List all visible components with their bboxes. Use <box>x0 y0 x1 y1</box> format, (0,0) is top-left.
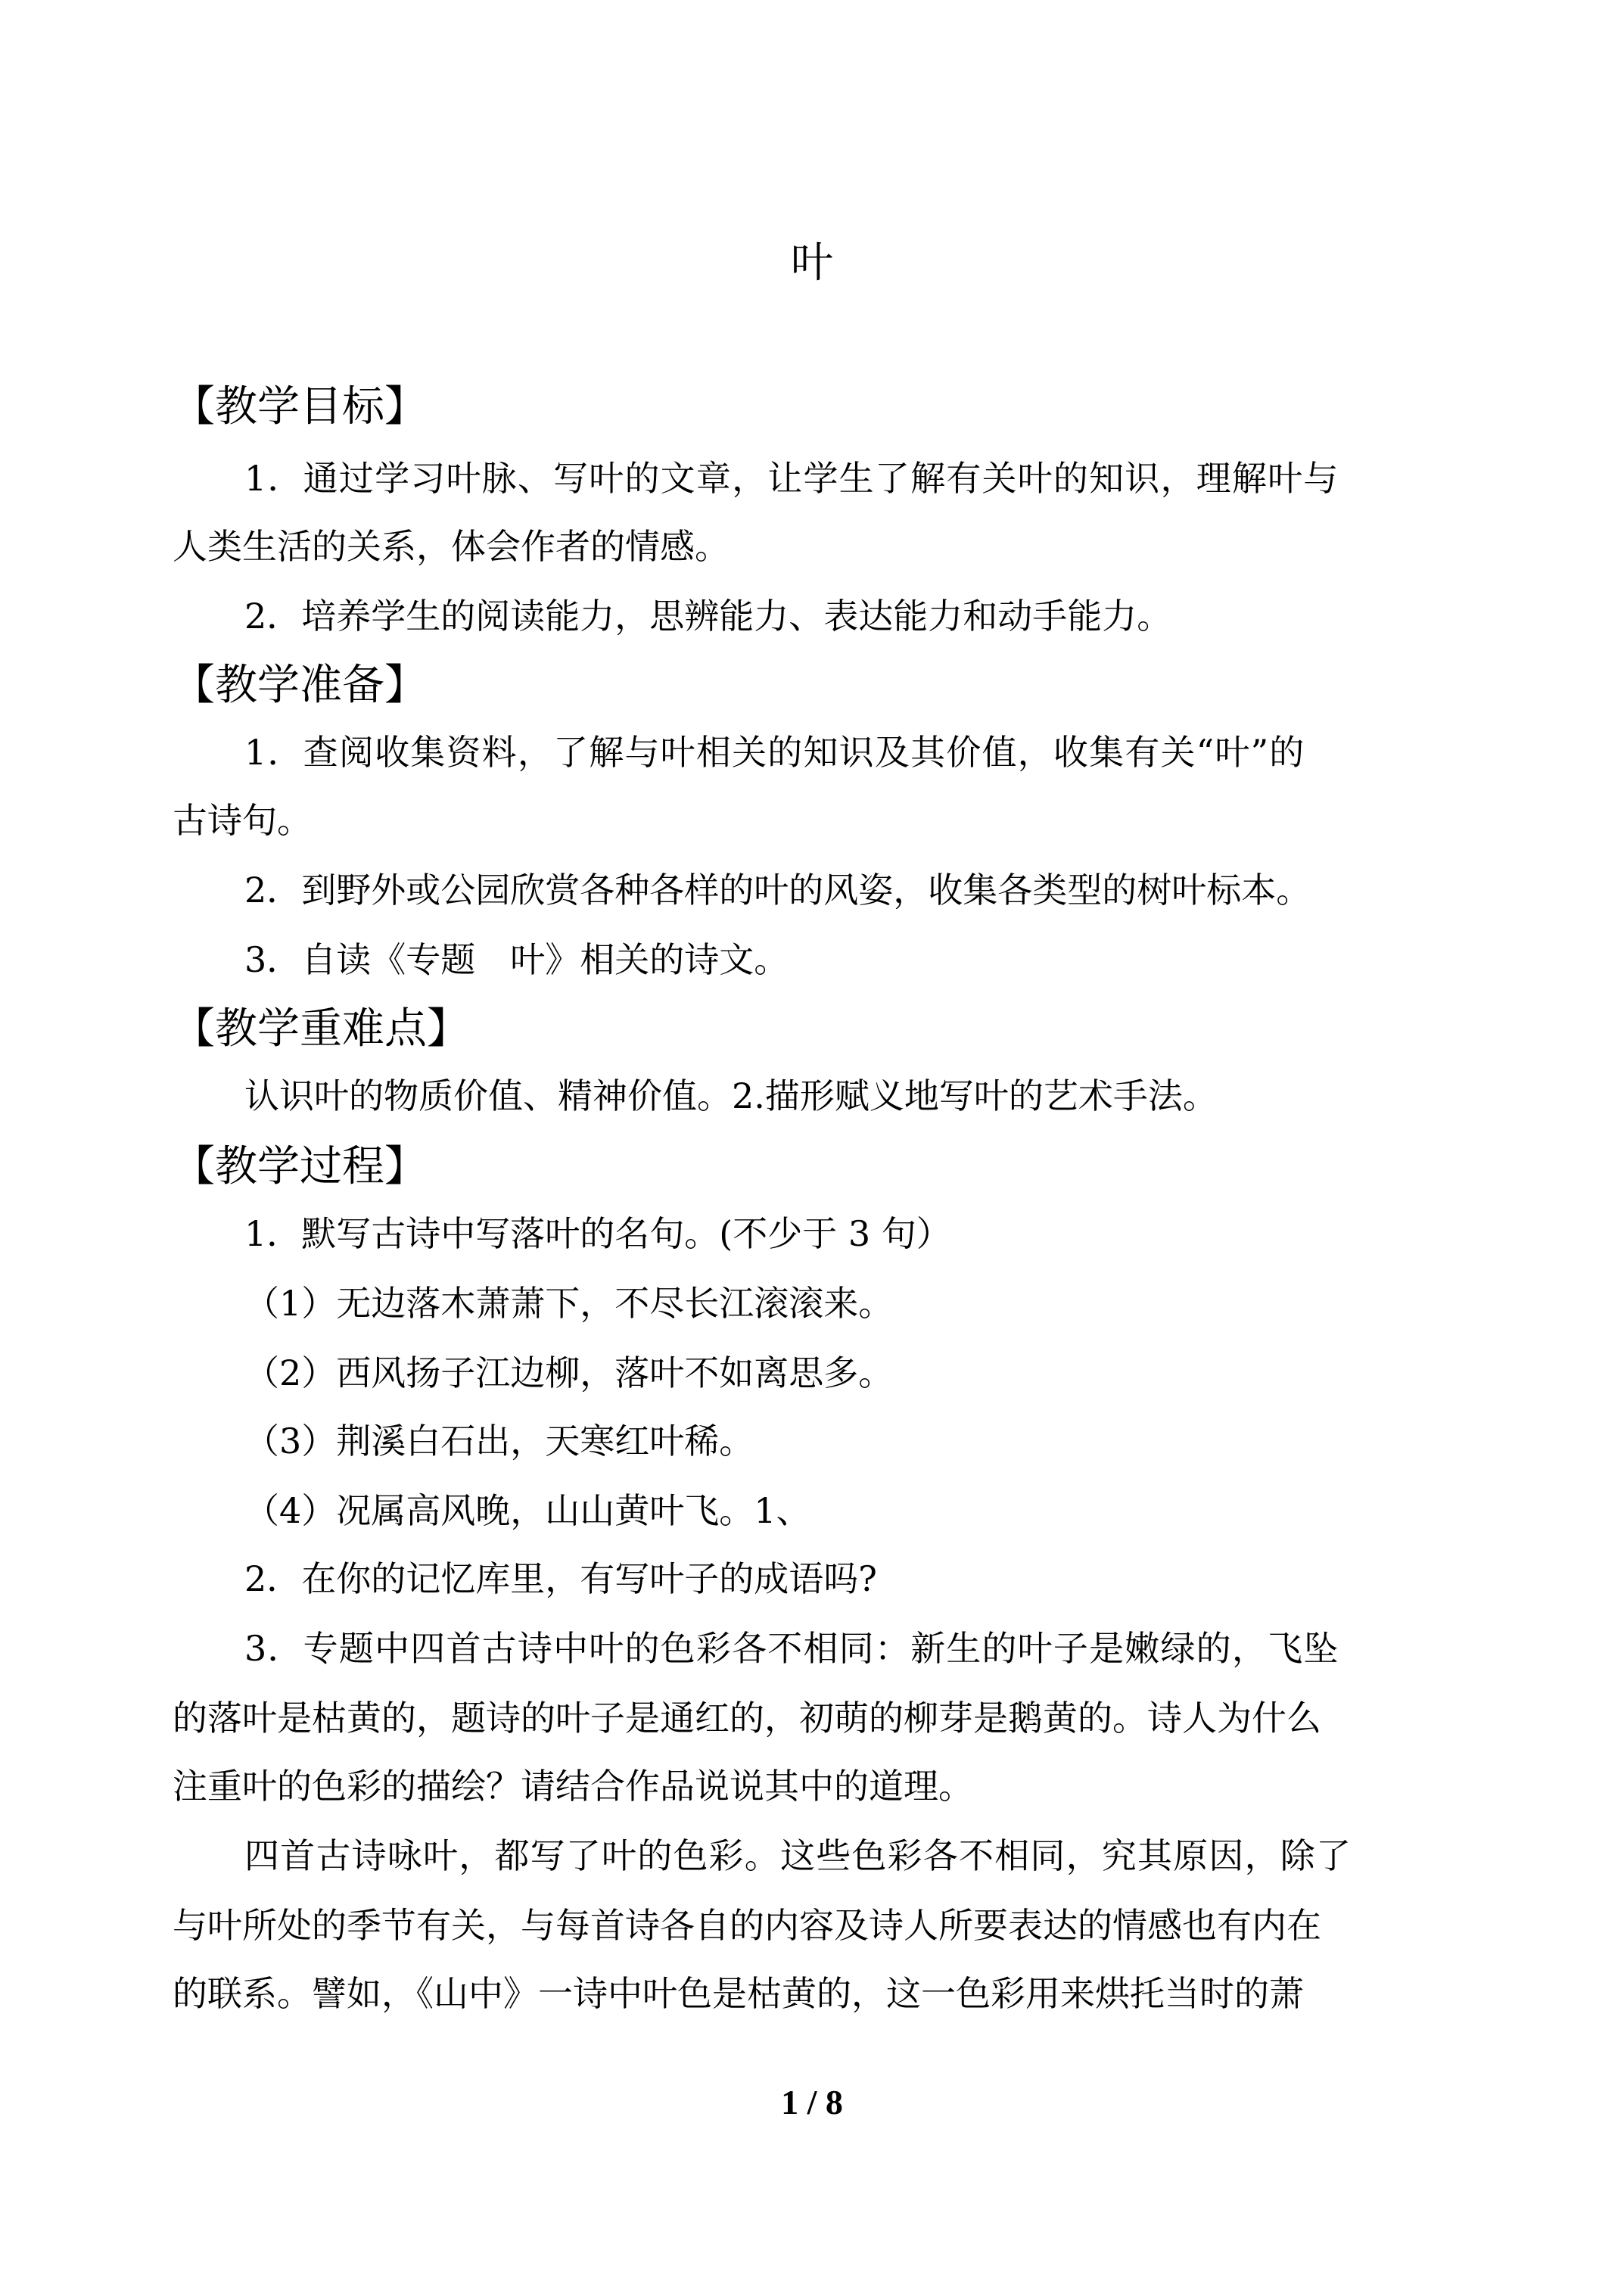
process-line-8: 的落叶是枯黄的，题诗的叶子是通红的，初萌的柳芽是鹅黄的。诗人为什么 <box>173 1698 1321 1738</box>
process-line-5: （4）况属高风晚，山山黄叶飞。1、 <box>244 1490 811 1531</box>
process-line-10: 四首古诗咏叶，都写了叶的色彩。这些色彩各不相同，究其原因，除了 <box>244 1835 1352 1876</box>
process-line-6: 2．在你的记忆库里，有写叶子的成语吗? <box>244 1558 877 1599</box>
goals-line-2: 人类生活的关系，体会作者的情感。 <box>173 526 730 567</box>
document-title: 叶 <box>791 238 833 288</box>
process-line-11: 与叶所处的季节有关，与每首诗各自的内容及诗人所要表达的情感也有内在 <box>173 1905 1321 1946</box>
preparation-line-3: 2．到野外或公园欣赏各种各样的叶的风姿，收集各类型的树叶标本。 <box>244 870 1311 910</box>
process-line-7: 3．专题中四首古诗中叶的色彩各不相同：新生的叶子是嫩绿的，飞坠 <box>244 1628 1339 1669</box>
process-line-9: 注重叶的色彩的描绘？请结合作品说说其中的道理。 <box>173 1766 973 1807</box>
section-heading-preparation: 【教学准备】 <box>173 661 427 710</box>
preparation-line-4: 3．自读《专题 叶》相关的诗文。 <box>244 939 789 980</box>
key-points-line-1: 认识叶的物质价值、精神价值。2.描形赋义地写叶的艺术手法。 <box>244 1075 1218 1116</box>
goals-line-1: 1．通过学习叶脉、写叶的文章，让学生了解有关叶的知识，理解叶与 <box>244 458 1339 499</box>
section-heading-goals: 【教学目标】 <box>173 382 427 431</box>
process-line-3: （2）西风扬子江边柳，落叶不如离思多。 <box>244 1352 894 1393</box>
process-line-4: （3）荆溪白石出，天寒红叶稀。 <box>244 1421 754 1461</box>
section-heading-key-points: 【教学重难点】 <box>173 1004 469 1054</box>
process-line-2: （1）无边落木萧萧下，不尽长江滚滚来。 <box>244 1283 894 1324</box>
page-number: 1 / 8 <box>781 2083 843 2121</box>
preparation-line-1: 1．查阅收集资料，了解与叶相关的知识及其价值，收集有关“叶”的 <box>244 732 1305 773</box>
goals-line-3: 2．培养学生的阅读能力，思辨能力、表达能力和动手能力。 <box>244 596 1172 637</box>
preparation-line-2: 古诗句。 <box>173 800 312 841</box>
section-heading-process: 【教学过程】 <box>173 1142 427 1191</box>
process-line-12: 的联系。譬如，《山中》一诗中叶色是枯黄的，这一色彩用来烘托当时的萧 <box>173 1973 1304 2014</box>
process-line-1: 1．默写古诗中写落叶的名句。(不少于 3 句） <box>244 1213 951 1254</box>
